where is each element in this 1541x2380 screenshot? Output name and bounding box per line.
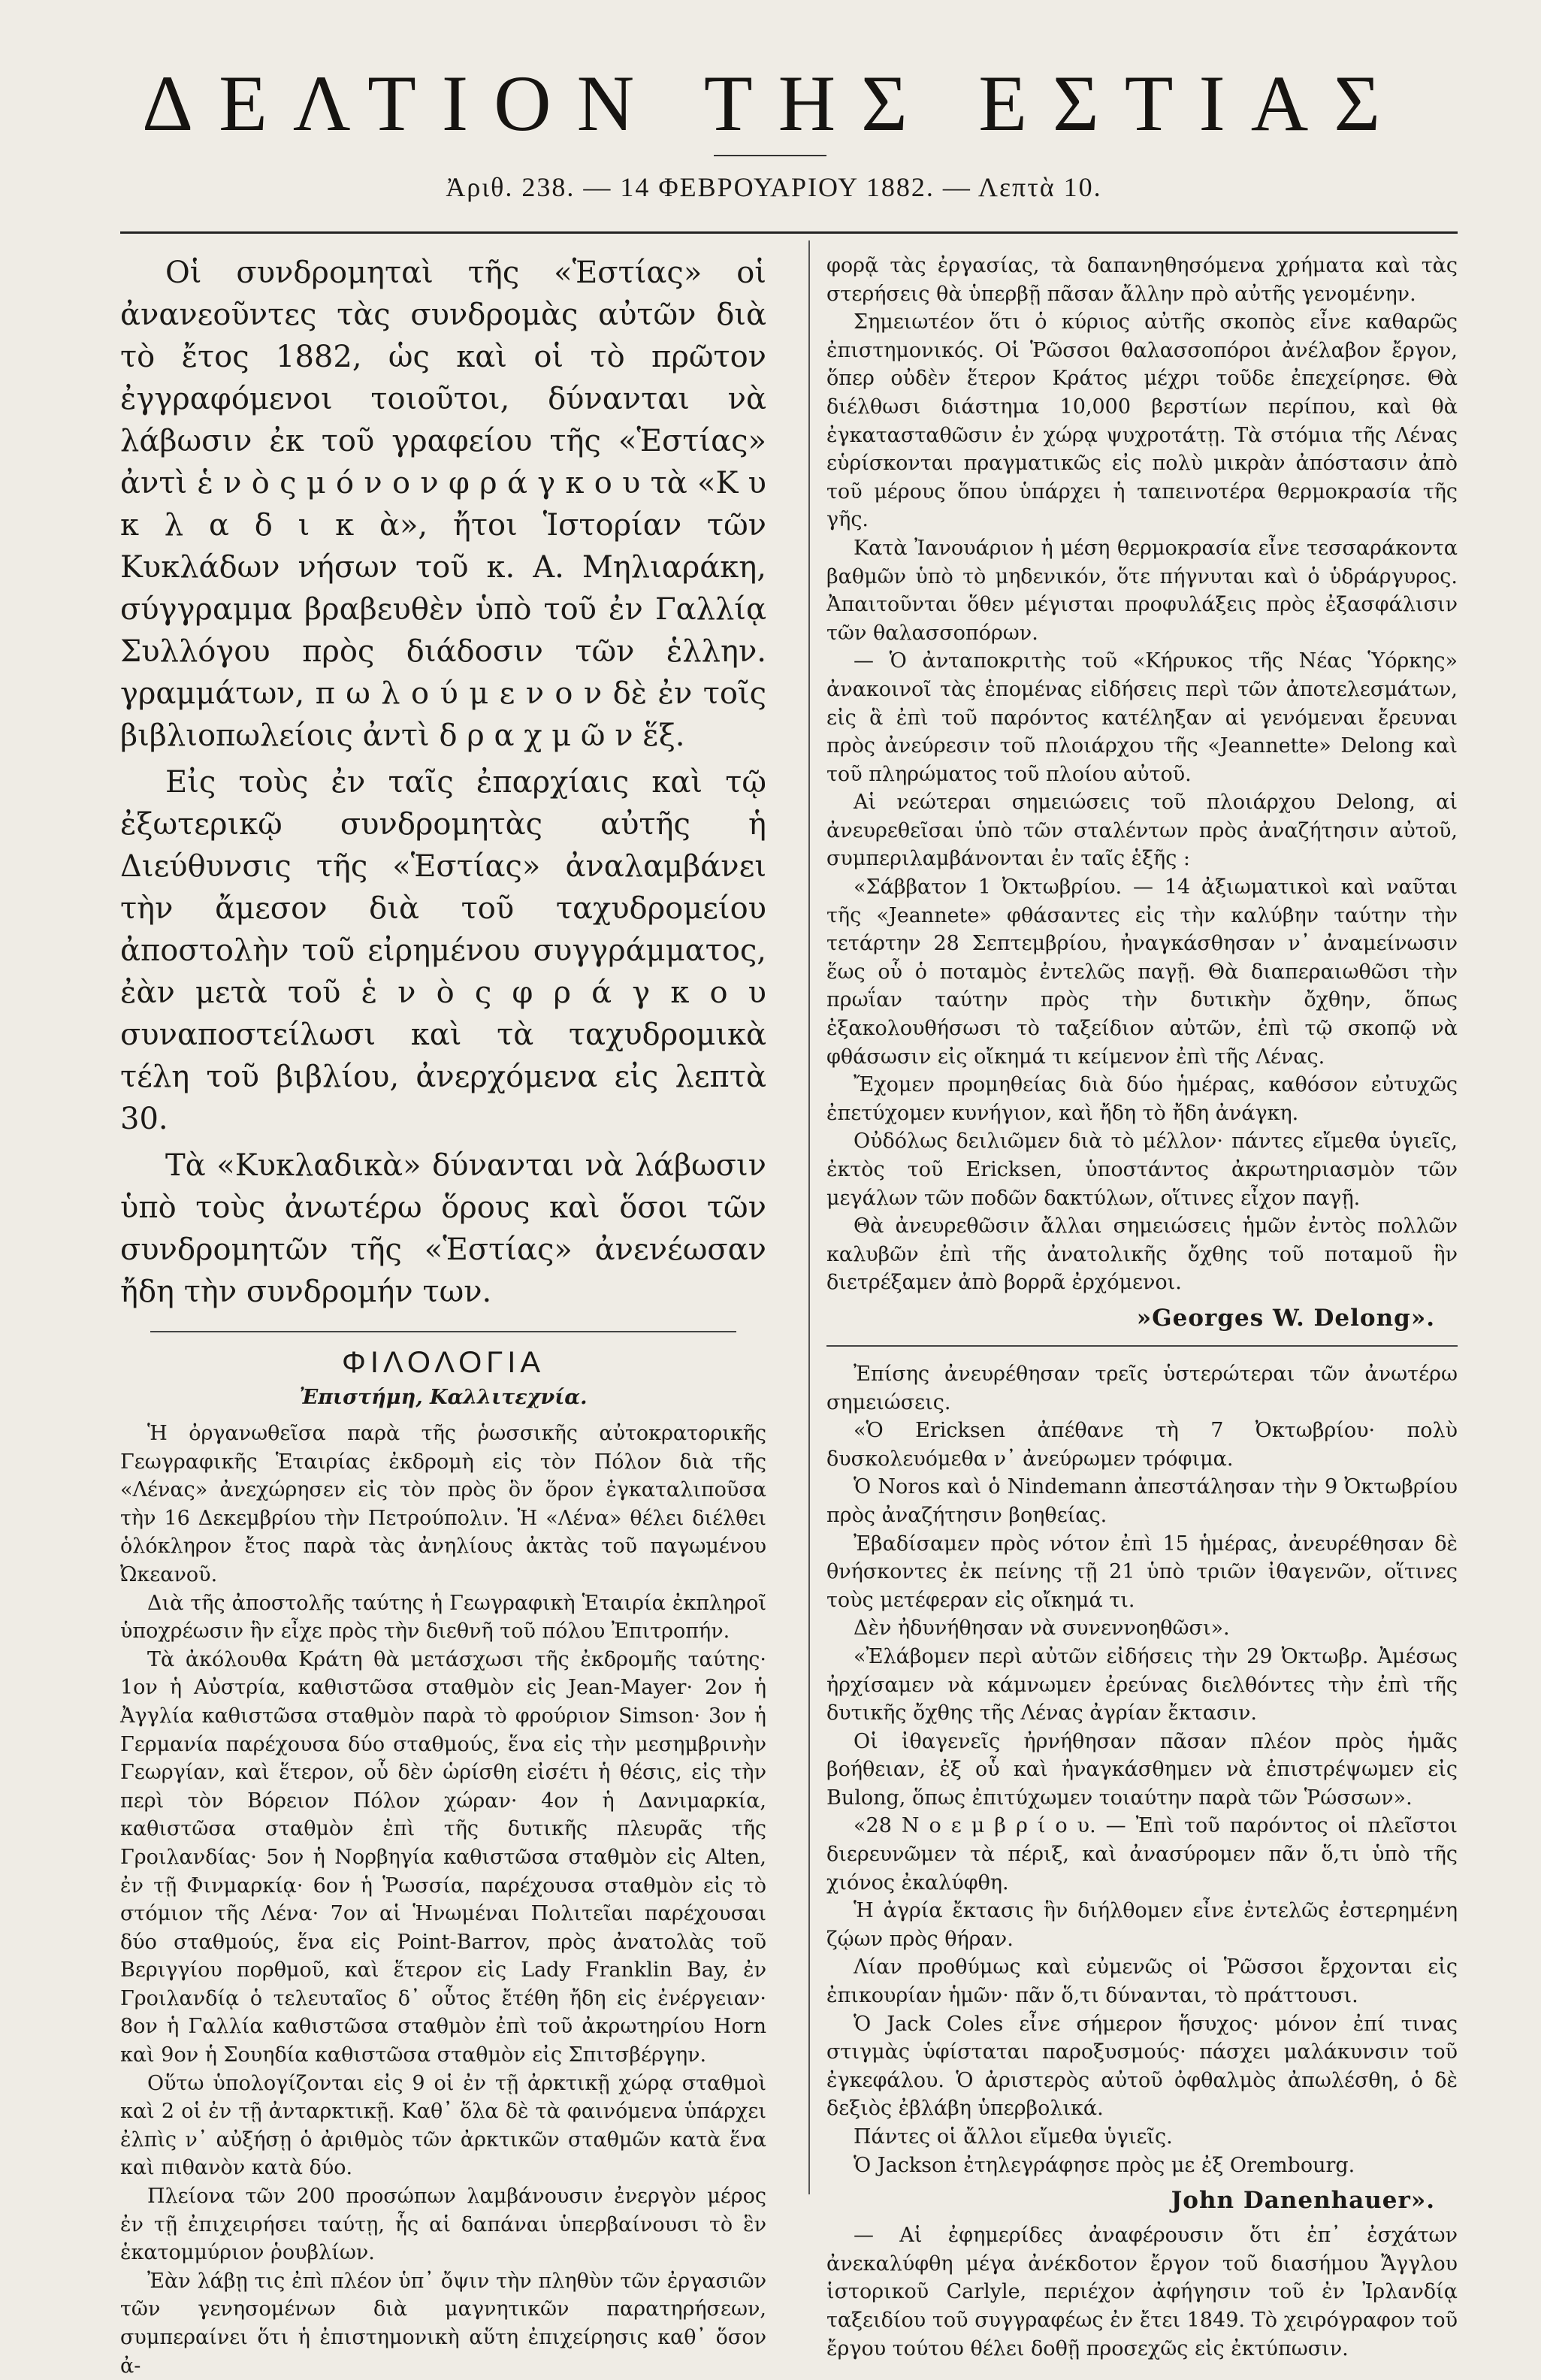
article-paragraph: «28 Ν ο ε μ β ρ ί ο υ. — Ἐπὶ τοῦ παρόντος οἱ πλεῖστοι διερευνῶμεν τὰ πέριξ, καὶ ἀνασύρομεν πᾶν ὅ,τι ὑπὸ τῆς χιόνος ἐκαλύφθη. xyxy=(826,1814,1458,1895)
article-paragraph: Ἐπίσης ἀνευρέθησαν τρεῖς ὑστερώτεραι τῶν ἀνωτέρω σημειώσεις. xyxy=(826,1362,1458,1414)
masthead-title: ΔΕΛΤΙΟΝ ΤΗΣ ΕΣΤΙΑΣ xyxy=(141,59,1407,147)
article-body-continued xyxy=(826,1360,1458,2179)
left-column xyxy=(120,252,766,2380)
notice-paragraph: Εἰς τοὺς ἐν ταῖς ἐπαρχίαις καὶ τῷ ἐξωτερικῷ συνδρομητὰς αὐτῆς ἡ Διεύθυνσις τῆς «Ἑστίας» ἀναλαμβάνει τὴν ἄμεσον διὰ τοῦ ταχυδρομείου ἀποστολὴν τοῦ εἰρημένου συγγράμματος, ἐὰν μετὰ τοῦ ἑ ν ὸ ς φ ρ ά γ κ ο υ συναποστείλωσι καὶ τὰ ταχυδρομικὰ τέλη τοῦ βιβλίου, ἀνερχόμενα εἰς λεπτὰ 30. xyxy=(120,765,766,1136)
article-paragraph: Ἐβαδίσαμεν πρὸς νότον ἐπὶ 15 ἡμέρας, ἀνευρέθησαν δὲ θνήσκοντες ἐκ πείνης τῇ 21 ὑπὸ τριῶν ἰθαγενῶν, οἵτινες τοὺς μετέφεραν εἰς οἴκημά τι. xyxy=(826,1532,1458,1612)
header-rule xyxy=(120,231,1458,234)
article-paragraph: Σημειωτέον ὅτι ὁ κύριος αὐτῆς σκοπὸς εἶνε καθαρῶς ἐπιστημονικός. Οἱ Ῥῶσσοι θαλασσοπόροι ἀνέλαβον ἔργον, ὅπερ οὐδὲν ἕτερον Κράτος μέχρι τοῦδε ἐπεχείρησε. Θὰ διέλθωσι διάστημα 10,000 βερστίων περίπου, καὶ θὰ ἐγκατασταθῶσιν ἐν χώρᾳ ψυχροτάτῃ. Τὰ στόμια τῆς Λένας εὑρίσκονται πραγματικῶς εἰς πολὺ μικρὰν ἀπόστασιν ἀπὸ τοῦ μέρους ὅπου ὑπάρχει ἡ ταπεινοτέρα θερμοκρασία τῆς γῆς. xyxy=(826,310,1458,532)
article-paragraph: Κατὰ Ἰανουάριον ἡ μέση θερμοκρασία εἶνε τεσσαράκοντα βαθμῶν ὑπὸ τὸ μηδενικόν, ὅτε πήγνυται καὶ ὁ ὑδράργυρος. Ἀπαιτοῦνται ὅθεν μέγισται προφυλάξεις πρὸς ἐξασφάλισιν τῶν θαλασσοπόρων. xyxy=(826,536,1458,645)
article-paragraph: Θὰ ἀνευρεθῶσιν ἄλλαι σημειώσεις ἡμῶν ἐντὸς πολλῶν καλυβῶν ἐπὶ τῆς ἀνατολικῆς ὄχθης τοῦ ποταμοῦ ἣν διετρέξαμεν ἀπὸ βορρᾶ ἐρχόμενοι. xyxy=(826,1214,1458,1295)
subscription-notice xyxy=(120,252,766,1313)
article-paragraph: «Ἐλάβομεν περὶ αὐτῶν εἰδήσεις τὴν 29 Ὀκτωβρ. Ἀμέσως ἠρχίσαμεν νὰ κάμνωμεν ἐρεύνας διελθόντες τὴν ἐπὶ τῆς δυτικῆς ὄχθης τῆς Λένας ἀγρίαν ἔκτασιν. xyxy=(826,1644,1458,1725)
article-paragraph: Οὐδόλως δειλιῶμεν διὰ τὸ μέλλον· πάντες εἴμεθα ὑγιεῖς, ἐκτὸς τοῦ Ericksen, ὑποστάντος ἀκρωτηριασμὸν τῶν μεγάλων τῶν ποδῶν δακτύλων, οἵτινες εἶχον παγῇ. xyxy=(826,1130,1458,1210)
section-title: ΦΙΛΟΛΟΓΙΑ xyxy=(341,1346,545,1379)
article-paragraph: Πάντες οἱ ἄλλοι εἴμεθα ὑγιεῖς. xyxy=(854,2125,1173,2149)
article-body xyxy=(120,1420,766,2380)
masthead-divider xyxy=(714,155,826,156)
section-divider xyxy=(150,1331,736,1332)
signature-delong: »Georges W. Delong». xyxy=(1136,1304,1435,1332)
article-paragraph: Δὲν ἠδυνήθησαν νὰ συνεννοηθῶσι». xyxy=(854,1616,1230,1641)
article-paragraph: — Αἱ ἐφημερίδες ἀναφέρουσιν ὅτι ἐπ᾽ ἐσχάτων ἀνεκαλύφθη μέγα ἀνέκδοτον ἔργον τοῦ διασήμου Ἄγγλου ἱστορικοῦ Carlyle, περιέχον ἀφήγησιν τοῦ ἐν Ἰρλανδίᾳ ταξειδίου τοῦ συγγραφέως ἐν ἔτει 1849. Τὸ χειρόγραφον τοῦ ἔργου τούτου θέλει δοθῇ προσεχῶς εἰς ἐκτύπωσιν. xyxy=(826,2224,1458,2360)
signature-danenhauer: John Danenhauer». xyxy=(1171,2187,1435,2215)
issue-line: Ἀριθ. 238. — 14 ΦΕΒΡΟΥΑΡΙΟΥ 1882. — Λεπτὰ 10. xyxy=(446,172,1102,202)
article-paragraph: Ἔχομεν προμηθείας διὰ δύο ἡμέρας, καθόσον εὐτυχῶς ἐπετύχομεν κυνήγιον, καὶ ἤδη τὸ ἤδη ἀνάγκη. xyxy=(826,1073,1458,1125)
right-column xyxy=(826,252,1458,2363)
article-paragraph: Διὰ τῆς ἀποστολῆς ταύτης ἡ Γεωγραφικὴ Ἑταιρία ἐκπληροῖ ὑποχρέωσιν ἣν εἶχε πρὸς τὴν διεθνῆ τοῦ πόλου Ἐπιτροπήν. xyxy=(120,1591,766,1644)
article-paragraph: φορᾷ τὰς ἐργασίας, τὰ δαπανηθησόμενα χρήματα καὶ τὰς στερήσεις θὰ ὑπερβῇ πᾶσαν ἄλλην πρὸ αὐτῆς γενομένην. xyxy=(826,254,1458,306)
article-paragraph: Ἡ ὀργανωθεῖσα παρὰ τῆς ῥωσσικῆς αὐτοκρατορικῆς Γεωγραφικῆς Ἑταιρίας ἐκδρομὴ εἰς τὸν Πόλον διὰ τῆς «Λένας» ἀνεχώρησεν εἰς τὸν πρὸς ὃν ὅρον ἐγκαταλιποῦσα τὴν 16 Δεκεμβρίου τὴν Πετρούπολιν. Ἡ «Λένα» θέλει διέλθει ὁλόκληρον ἔτος παρὰ τὰς ἀνηλίους ἀκτὰς τοῦ παγωμένου Ὠκεανοῦ. xyxy=(120,1422,766,1586)
article-paragraph: «Σάββατον 1 Ὀκτωβρίου. — 14 ἀξιωματικοὶ καὶ ναῦται τῆς «Jeannete» φθάσαντες εἰς τὴν καλύβην ταύτην τὴν τετάρτην 28 Σεπτεμβρίου, ἠναγκάσθησαν ν᾽ ἀναμείνωσιν ἕως οὗ ὁ ποταμὸς ἐντελῶς παγῇ. Θὰ διαπεραιωθῶσι τὴν πρωΐαν ταύτην πρὸς τὴν δυτικὴν ὄχθην, ὅπως ἐξακολουθήσωσι τὸ ταξείδιον αὐτῶν, ἐπὶ τῷ σκοπῷ νὰ φθάσωσιν εἰς οἴκημά τι κείμενον ἐπὶ τῆς Λένας. xyxy=(826,875,1458,1069)
article-paragraph: Οἱ ἰθαγενεῖς ἠρνήθησαν πᾶσαν πλέον πρὸς ἡμᾶς βοήθειαν, ἐξ οὗ καὶ ἠναγκάσθημεν νὰ ἐπιστρέψωμεν εἰς Bulong, ὅπως ἐπιτύχωμεν τοιαύτην παρὰ τῶν Ῥώσσων». xyxy=(826,1729,1458,1810)
article-paragraph: Ἐὰν λάβῃ τις ἐπὶ πλέον ὑπ᾽ ὄψιν τὴν πληθὺν τῶν ἐργασιῶν τῶν γενησομένων διὰ μαγνητικῶν παρατηρήσεων, συμπεραίνει ὅτι ἡ ἐπιστημονικὴ αὕτη ἐπιχείρησις καθ᾽ ὅσον ἀ- xyxy=(120,2269,766,2378)
article-paragraph: Αἱ νεώτεραι σημειώσεις τοῦ πλοιάρχου Delong, αἱ ἀνευρεθεῖσαι ὑπὸ τῶν σταλέντων πρὸς ἀναζήτησιν αὐτοῦ, συμπεριλαμβάνονται ἐν ταῖς ἑξῆς : xyxy=(826,791,1458,871)
article-paragraph: «Ὁ Ericksen ἀπέθανε τὴ 7 Ὀκτωβρίου· πολὺ δυσκολευόμεθα ν᾽ ἀνεύρωμεν τρόφιμα. xyxy=(826,1419,1458,1471)
article-paragraph: Λίαν προθύμως καὶ εὐμενῶς οἱ Ῥῶσσοι ἔρχονται εἰς ἐπικουρίαν ἡμῶν· πᾶν ὅ,τι δύνανται, τὸ πράττουσι. xyxy=(826,1955,1458,2008)
article-body-continued xyxy=(826,2221,1458,2363)
article-paragraph: Πλείονα τῶν 200 προσώπων λαμβάνουσιν ἐνεργὸν μέρος ἐν τῇ ἐπιχειρήσει ταύτῃ, ἧς αἱ δαπάναι ὑπερβαίνουσι τὸ ἓν ἑκατομμύριον ῥουβλίων. xyxy=(120,2185,766,2265)
article-paragraph: Οὕτω ὑπολογίζονται εἰς 9 οἱ ἐν τῇ ἀρκτικῇ χώρᾳ σταθμοὶ καὶ 2 οἱ ἐν τῇ ἀνταρκτικῇ. Καθ᾽ ὅλα δὲ τὰ φαινόμενα ὑπάρχει ἐλπὶς ν᾽ αὐξήσῃ ὁ ἀριθμὸς τῶν ἀρκτικῶν σταθμῶν κατὰ ἕνα καὶ πιθανὸν κατὰ δύο. xyxy=(120,2071,766,2180)
article-paragraph: Τὰ ἀκόλουθα Κράτη θὰ μετάσχωσι τῆς ἐκδρομῆς ταύτης· 1ον ἡ Αὐστρία, καθιστῶσα σταθμὸν εἰς Jean-Mayer· 2ον ἡ Ἀγγλία καθιστῶσα σταθμὸν παρὰ τὸ φρούριον Simson· 3ον ἡ Γερμανία παρέχουσα δύο σταθμούς, ἕνα εἰς τὴν μεσημβρινὴν Γεωργίαν, καὶ ἕτερον, οὗ δὲν ὡρίσθη εἰσέτι ἡ θέσις, εἰς τὴν περὶ τὸν Βόρειον Πόλον χώραν· 4ον ἡ Δανιμαρκία, καθιστῶσα σταθμὸν ἐπὶ τῆς δυτικῆς πλευρᾶς τῆς Γροιλανδίας· 5ον ἡ Νορβηγία καθιστῶσα σταθμὸν εἰς Alten, ἐν τῇ Φινμαρκίᾳ· 6ον ἡ Ῥωσσία, παρέχουσα σταθμὸν εἰς τὸ στόμιον τῆς Λένα· 7ον αἱ Ἡνωμέναι Πολιτεῖαι παρέχουσαι δύο σταθμούς, ἕνα εἰς Point-Barrov, πρὸς ἀνατολὰς τοῦ Βεριγγίου πορθμοῦ, καὶ ἕτερον εἰς Lady Franklin Bay, ἐν Γροιλανδίᾳ ὁ τελευταῖος δ᾽ οὗτος ἔτέθη ἤδη εἰς ἐνέργειαν· 8ον ἡ Γαλλία καθιστῶσα σταθμὸν ἐπὶ τοῦ ἀκρωτηρίου Horn καὶ 9ον ἡ Σουηδία καθιστῶσα σταθμὸν εἰς Σπιτσβέργην. xyxy=(120,1647,766,2067)
article-paragraph: Ὁ Jackson ἐτηλεγράφησε πρὸς με ἐξ Orembourg. xyxy=(854,2153,1355,2177)
notice-paragraph: Οἱ συνδρομηταὶ τῆς «Ἑστίας» οἱ ἀνανεοῦντες τὰς συνδρομὰς αὐτῶν διὰ τὸ ἔτος 1882, ὡς καὶ οἱ τὸ πρῶτον ἐγγραφόμενοι τοιοῦτοι, δύνανται νὰ λάβωσιν ἐκ τοῦ γραφείου τῆς «Ἑστίας» ἀντὶ ἑ ν ὸ ς μ ό ν ο ν φ ρ ά γ κ ο υ τὰ «Κ υ κ λ α δ ι κ ὰ», ἤτοι Ἱστορίαν τῶν Κυκλάδων νήσων τοῦ κ. Α. Μηλιαράκη, σύγγραμμα βραβευθὲν ὑπὸ τοῦ ἐν Γαλλίᾳ Συλλόγου πρὸς διάδοσιν τῶν ἑλλην. γραμμάτων, π ω λ ο ύ μ ε ν ο ν δὲ ἐν τοῖς βιβλιοπωλείοις ἀντὶ δ ρ α χ μ ῶ ν ἕξ. xyxy=(120,256,766,753)
notice-paragraph: Τὰ «Κυκλαδικὰ» δύνανται νὰ λάβωσιν ὑπὸ τοὺς ἀνωτέρω ὅρους καὶ ὅσοι τῶν συνδρομητῶν τῆς «Ἑστίας» ἀνενέωσαν ἤδη τὴν συνδρομήν των. xyxy=(120,1148,766,1309)
article-paragraph: Ὁ Noros καὶ ὁ Nindemann ἀπεστάλησαν τὴν 9 Ὀκτωβρίου πρὸς ἀναζήτησιν βοηθείας. xyxy=(826,1475,1458,1527)
section-subtitle: Ἐπιστήμη, Καλλιτεχνία. xyxy=(299,1386,588,1409)
article-paragraph: Ἡ ἀγρία ἔκτασις ἣν διήλθομεν εἶνε ἐντελῶς ἐστερημένη ζῴων πρὸς θήραν. xyxy=(826,1899,1458,1951)
signature-rule xyxy=(826,1345,1458,1347)
column-divider xyxy=(808,240,810,2194)
article-paragraph: Ὁ Jack Coles εἶνε σήμερον ἥσυχος· μόνον ἐπί τινας στιγμὰς ὑφίσταται παροξυσμούς· πάσχει μαλάκυνσιν τοῦ ἐγκεφάλου. Ὁ ἀριστερὸς αὐτοῦ ὀφθαλμὸς ἀπωλέσθη, ὁ δὲ δεξιὸς ἐβλάβη ὑπερβολικά. xyxy=(826,2012,1458,2121)
article-body-continued xyxy=(826,252,1458,1297)
article-paragraph: — Ὁ ἀνταποκριτὴς τοῦ «Κήρυκος τῆς Νέας Ὑόρκης» ἀνακοινοῖ τὰς ἑπομένας εἰδήσεις περὶ τῶν ἀποτελεσμάτων, εἰς ἃ ἐπὶ τοῦ παρόντος κατέληξαν αἱ γενόμεναι ἔρευναι πρὸς ἀνεύρεσιν τοῦ πλοιάρχου τῆς «Jeannette» Delong καὶ τοῦ πληρώματος τοῦ πλοίου αὐτοῦ. xyxy=(826,649,1458,786)
